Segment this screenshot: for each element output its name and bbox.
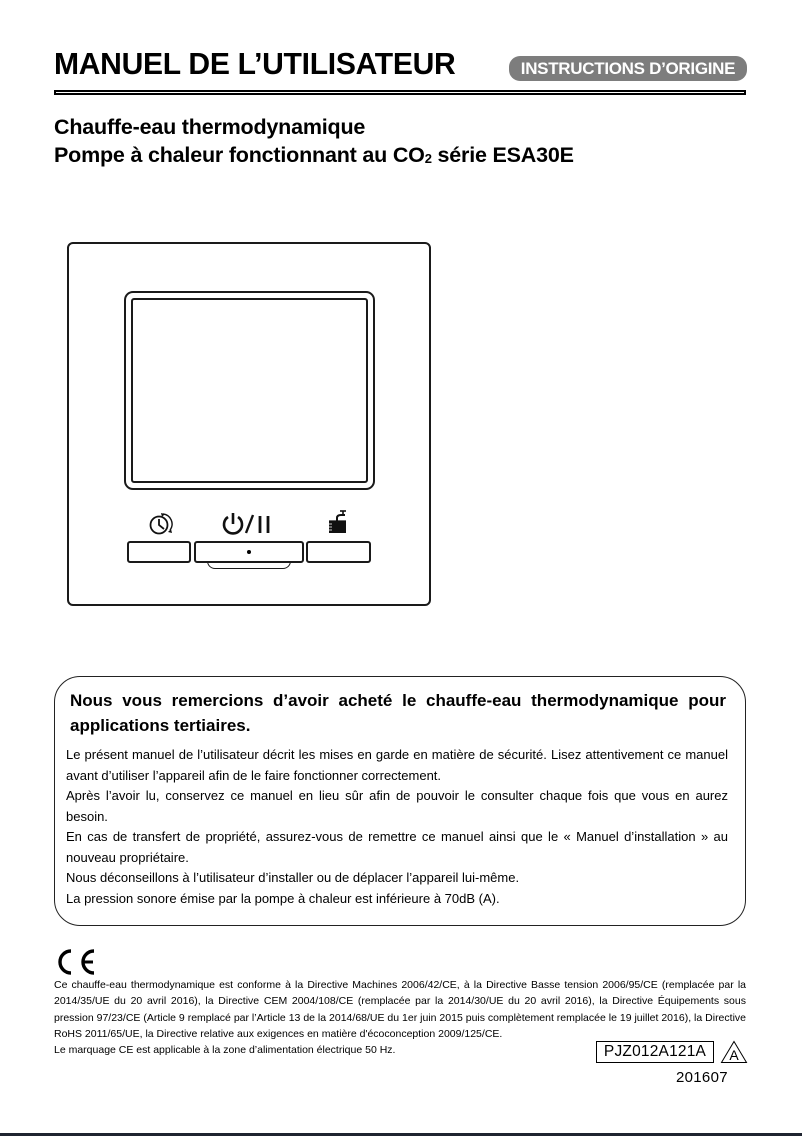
controller-screen-inner	[131, 298, 368, 483]
document-code: PJZ012A121A	[596, 1041, 714, 1063]
power-button-lip	[207, 561, 291, 569]
original-instructions-badge: INSTRUCTIONS D’ORIGINE	[509, 56, 747, 81]
subtitle-line-2-prefix: Pompe à chaleur fonctionnant au CO	[54, 143, 425, 167]
subtitle-line-2	[54, 141, 574, 173]
revision-triangle-icon	[720, 1040, 748, 1064]
power-button[interactable]	[194, 541, 304, 563]
timer-button[interactable]	[127, 541, 191, 563]
header-rule	[54, 90, 746, 95]
revision-letter: A	[729, 1047, 739, 1063]
notice-paragraph: En cas de transfert de propriété, assurez-vous de remettre ce manuel ainsi que le « Manuel d’installation » au nouveau propriétaire.	[66, 829, 728, 865]
clock-timer-icon	[148, 511, 174, 537]
manual-title: MANUEL DE L’UTILISATEUR	[54, 46, 456, 81]
power-button-dot	[247, 550, 251, 554]
co2-subscript: 2	[424, 151, 432, 166]
compliance-text: Ce chauffe-eau thermodynamique est conforme à la Directive Machines 2006/42/CE, à la Directive Basse tension 2006/95/CE (remplacée par la 2014/35/UE du 20 avril 2016), la Directive CEM 2004/108/CE (remplacée par la 2014/30/UE du 20 avril 2016), la Directive Équipements sous pression 97/23/CE (Article 9 remplacé par l’Article 13 de la 2014/68/UE du 1er juin 2015 puis complètement remplacée le 19 juillet 2016), la Directive RoHS 2011/65/UE, la Directive relative aux exigences en matière d'écoconception 2009/125/CE.	[54, 979, 746, 1040]
subtitle-line-1: Chauffe-eau thermodynamique	[54, 115, 366, 139]
notice-paragraph: Nous déconseillons à l’utilisateur d’installer ou de déplacer l’appareil lui-même.	[66, 870, 520, 885]
subtitle-line-2-suffix: série ESA30E	[431, 143, 574, 167]
product-subtitle	[54, 113, 574, 173]
notice-paragraph: La pression sonore émise par la pompe à chaleur est inférieure à 70dB (A).	[66, 890, 500, 906]
notice-paragraph: Le présent manuel de l’utilisateur décrit les mises en garde en matière de sécurité. Lisez attentivement ce manuel avant d’utiliser l’appareil afin de le faire fonctionner correctement.	[66, 747, 728, 783]
date-code: 201607	[676, 1069, 728, 1086]
notice-paragraph: Après l’avoir lu, conservez ce manuel en lieu sûr afin de pouvoir le consulter chaque fois que vous en aurez besoin.	[66, 788, 728, 824]
hot-water-tap-icon	[326, 509, 352, 535]
notice-body	[66, 745, 728, 909]
power-pause-icon	[222, 511, 276, 537]
hot-water-button[interactable]	[306, 541, 371, 563]
ce-mark-icon	[54, 948, 98, 976]
notice-heading: Nous vous remercions d’avoir acheté le chauffe-eau thermodynamique pour applications tertiaires.	[70, 691, 726, 735]
compliance-note: Le marquage CE est applicable à la zone d’alimentation électrique 50 Hz.	[54, 1044, 396, 1057]
controller-screen	[124, 291, 375, 490]
